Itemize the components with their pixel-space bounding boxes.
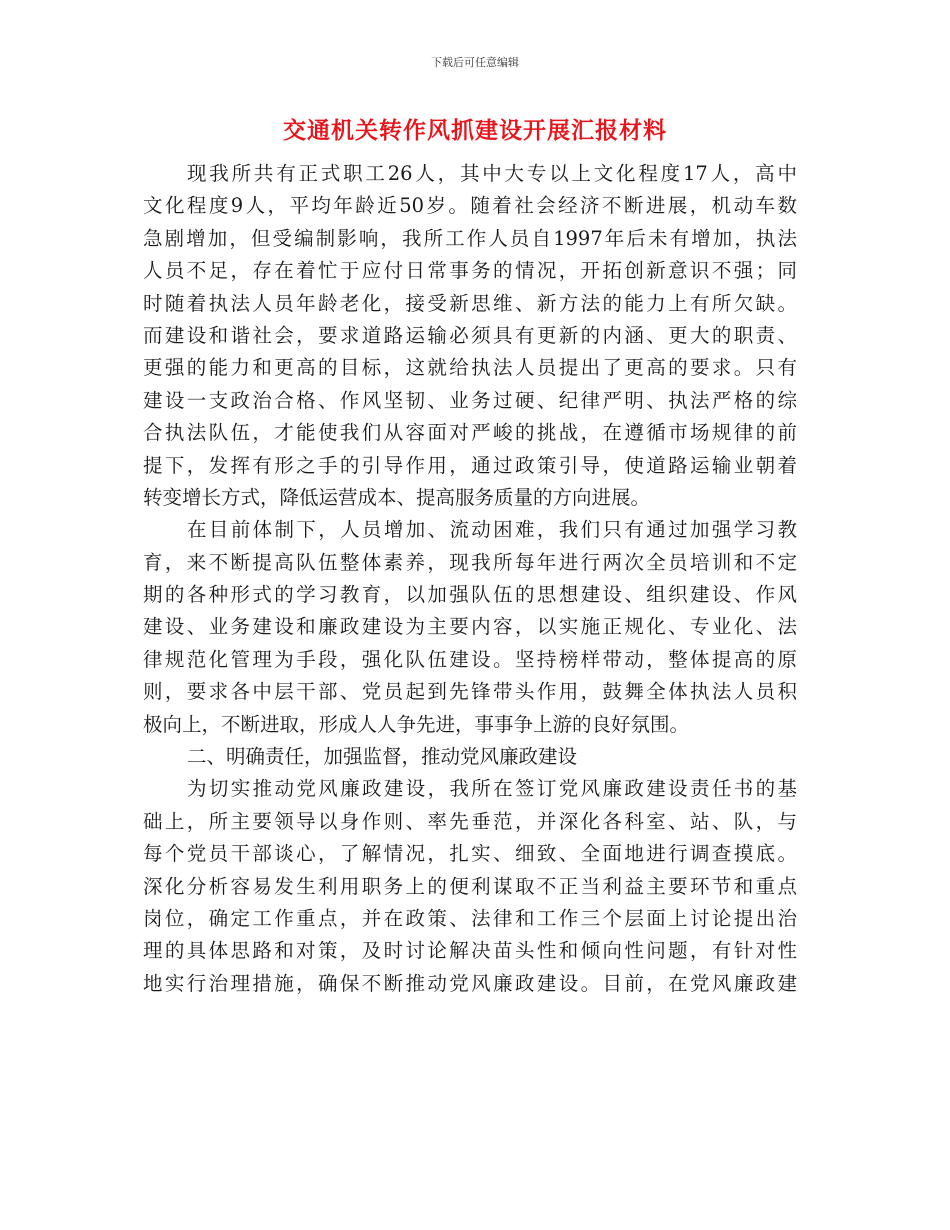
text-line: 岗位，确定工作重点，并在政策、法律和工作三个层面上讨论提出治 [143,906,797,930]
document-title: 交通机关转作风抓建设开展汇报材料 [283,117,667,144]
text-line: 更强的能力和更高的目标，这就给执法人员提出了更高的要求。只有 [143,356,797,380]
text-line: 建设一支政治合格、作风坚韧、业务过硬、纪律严明、执法严格的综 [143,388,797,412]
text-line: 提下，发挥有形之手的引导作用，通过政策引导，使道路运输业朝着 [143,453,797,477]
text-line: 律规范化管理为手段，强化队伍建设。坚持榜样带动，整体提高的原 [143,647,797,671]
text-line: 育，来不断提高队伍整体素养，现我所每年进行两次全员培训和不定 [143,550,797,574]
text-line: 极向上，不断进取，形成人人争先进，事事争上游的良好氛围。 [143,712,690,736]
text-line: 转变增长方式，降低运营成本、提高服务质量的方向进展。 [143,485,651,509]
text-line: 建设、业务建设和廉政建设为主要内容，以实施正规化、专业化、法 [143,615,797,639]
text-line: 合执法队伍，才能使我们从容面对严峻的挑战，在遵循市场规律的前 [143,421,797,445]
text-line: 期的各种形式的学习教育，以加强队伍的思想建设、组织建设、作风 [143,583,797,607]
text-line: 而建设和谐社会，要求道路运输必须具有更新的内涵、更大的职责、 [143,323,797,347]
text-line: 每个党员干部谈心，了解情况，扎实、细致、全面地进行调查摸底。 [143,842,797,866]
text-line: 二、明确责任，加强监督，推动党风廉政建设 [187,745,578,769]
text-line: 地实行治理措施，确保不断推动党风廉政建设。目前，在党风廉政建 [143,971,797,995]
text-line: 深化分析容易发生利用职务上的便利谋取不正当利益主要环节和重点 [143,874,797,898]
text-line: 为切实推动党风廉政建设，我所在签订党风廉政建设责任书的基 [187,777,797,801]
document-body [143,158,797,1000]
text-line: 人员不足，存在着忙于应付日常事务的情况，开拓创新意识不强；同 [143,259,797,283]
header-note: 下载后可任意编辑 [431,56,519,69]
text-line: 文化程度9人，平均年龄近50岁。随着社会经济不断进展，机动车数 [143,194,797,218]
text-line: 急剧增加，但受编制影响，我所工作人员自1997年后未有增加，执法 [143,226,797,250]
text-line: 础上，所主要领导以身作则、率先垂范，并深化各科室、站、队，与 [143,809,797,833]
text-line: 现我所共有正式职工26人，其中大专以上文化程度17人，高中 [187,162,797,185]
text-line: 理的具体思路和对策，及时讨论解决苗头性和倾向性问题，有针对性 [143,939,797,963]
text-line: 时随着执法人员年龄老化，接受新思维、新方法的能力上有所欠缺。 [143,291,797,315]
text-line: 在目前体制下，人员增加、流动困难，我们只有通过加强学习教 [187,518,797,542]
text-line: 则，要求各中层干部、党员起到先锋带头作用，鼓舞全体执法人员积 [143,680,797,704]
